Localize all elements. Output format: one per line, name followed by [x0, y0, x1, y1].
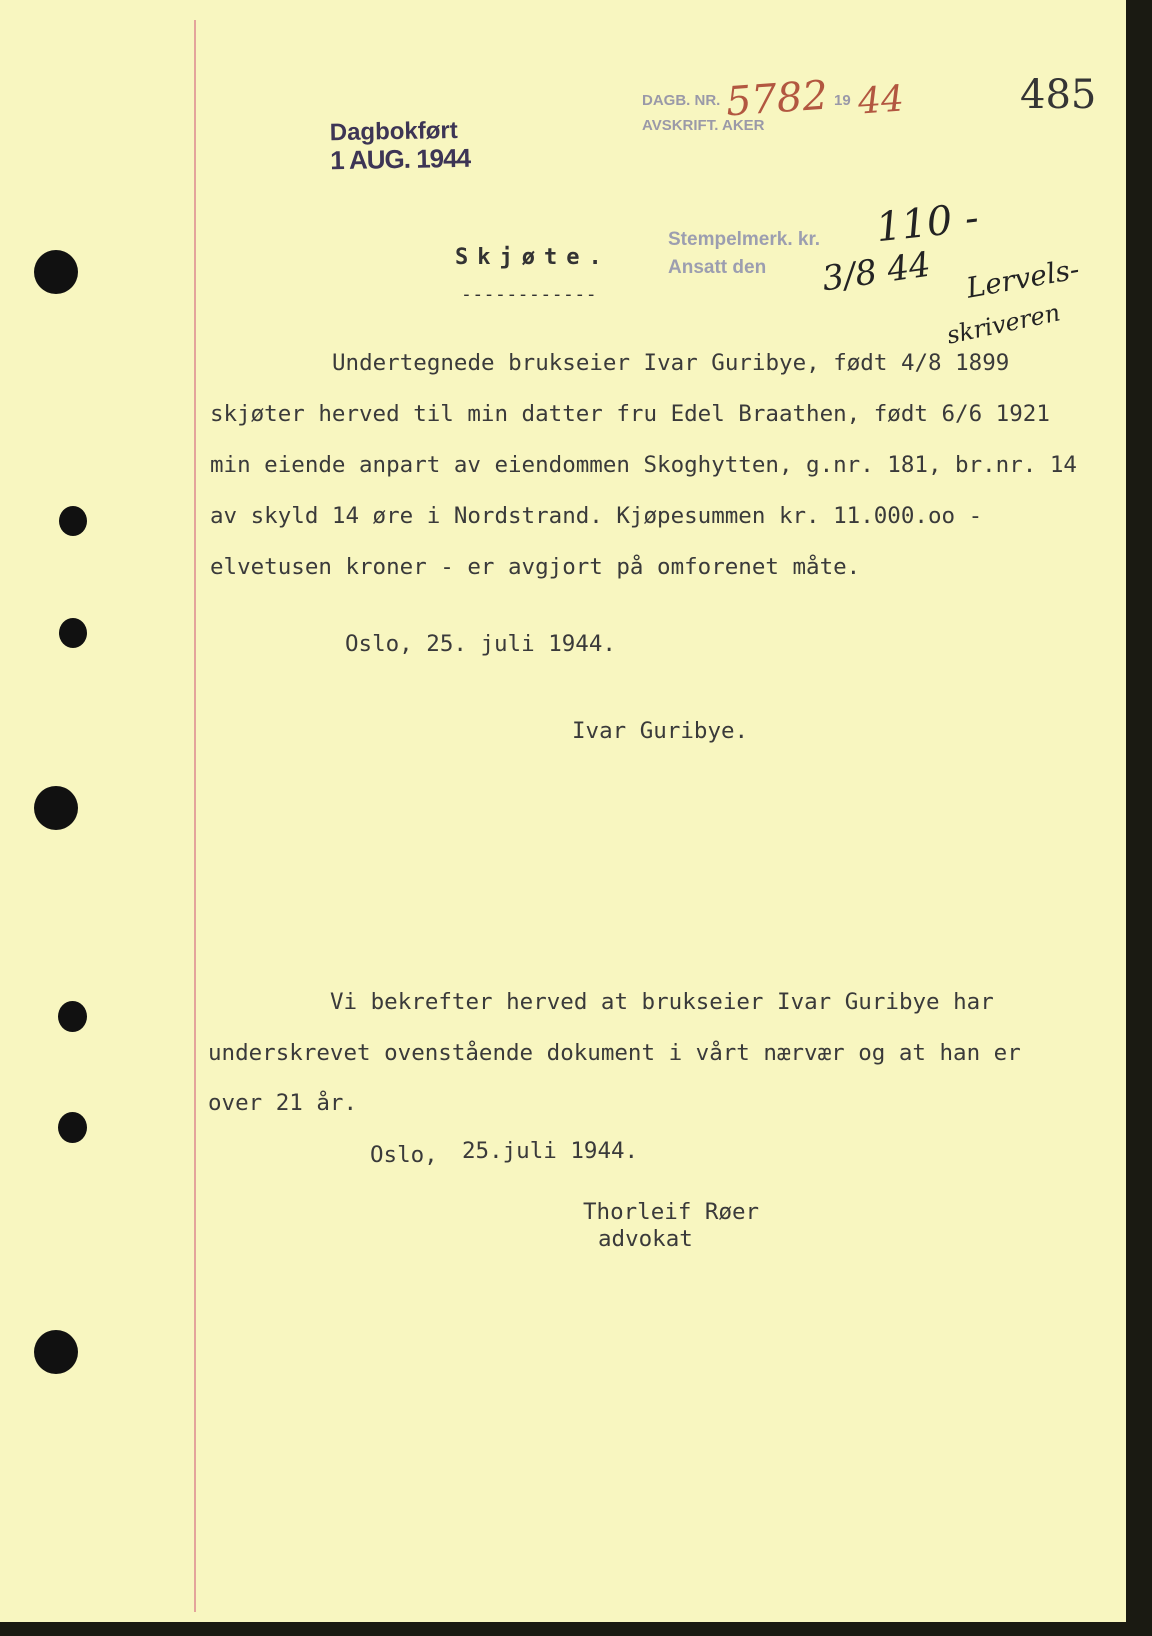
punch-hole [34, 1330, 78, 1374]
body-line: elvetusen kroner - er avgjort på omforenet måte. [210, 554, 861, 580]
scan-edge [1126, 0, 1152, 1636]
body-line: over 21 år. [208, 1090, 358, 1116]
punch-hole [34, 250, 78, 294]
punch-hole [58, 1001, 87, 1032]
dagbokfort-date: 1 AUG. 1944 [329, 142, 471, 176]
witness-title: advokat [598, 1226, 693, 1252]
dagbokfort-stamp [330, 117, 471, 176]
body-line: min eiende anpart av eiendommen Skoghytten, g.nr. 181, br.nr. 14 [210, 452, 1077, 478]
handwritten-fee-date: 3/8 44 [819, 244, 934, 300]
margin-line [194, 20, 196, 1612]
document-title: Skjøte. [455, 245, 611, 270]
punch-hole [59, 506, 87, 536]
place-2: Oslo, [370, 1142, 438, 1168]
witness-name: Thorleif Røer [583, 1199, 760, 1225]
body-line: Undertegnede brukseier Ivar Guribye, født 4/8 1899 [332, 350, 1010, 376]
date-2: 25.juli 1944. [462, 1138, 639, 1164]
handwritten-signature-line2: skriveren [944, 298, 1063, 350]
signature-1: Ivar Guribye. [572, 718, 749, 744]
title-underline: ------------ [461, 284, 598, 305]
stempel-stamp [668, 226, 820, 282]
body-line: underskrevet ovenstående dokument i vårt nærvær og at han er [208, 1040, 1021, 1066]
scan-edge-bottom [0, 1622, 1152, 1636]
year-prefix: 19 [834, 92, 851, 109]
punch-hole [34, 786, 78, 830]
handwritten-fee: 110 - [873, 194, 981, 252]
dagg-line2: AVSKRIFT. AKER [642, 117, 765, 134]
place-date-1: Oslo, 25. juli 1944. [345, 631, 616, 657]
body-line: Vi bekrefter herved at brukseier Ivar Guribye har [330, 989, 994, 1015]
body-line: skjøter herved til min datter fru Edel Braathen, født 6/6 1921 [210, 401, 1050, 427]
stempel-line1: Stempelmerk. kr. [668, 229, 821, 250]
handwritten-year: 44 [856, 78, 906, 123]
body-line: av skyld 14 øre i Nordstrand. Kjøpesummen kr. 11.000.oo - [210, 503, 983, 529]
folio-number: 485 [1020, 72, 1097, 118]
punch-hole [58, 1112, 87, 1143]
dagg-line1: DAGB. NR. [642, 92, 721, 109]
handwritten-dagbok-number: 5782 [724, 72, 830, 126]
punch-hole [59, 618, 87, 648]
dagbokfort-label: Dagbokført [329, 116, 458, 147]
handwritten-signature-line1: Lervels- [963, 252, 1082, 305]
stempel-line2: Ansatt den [668, 257, 767, 278]
